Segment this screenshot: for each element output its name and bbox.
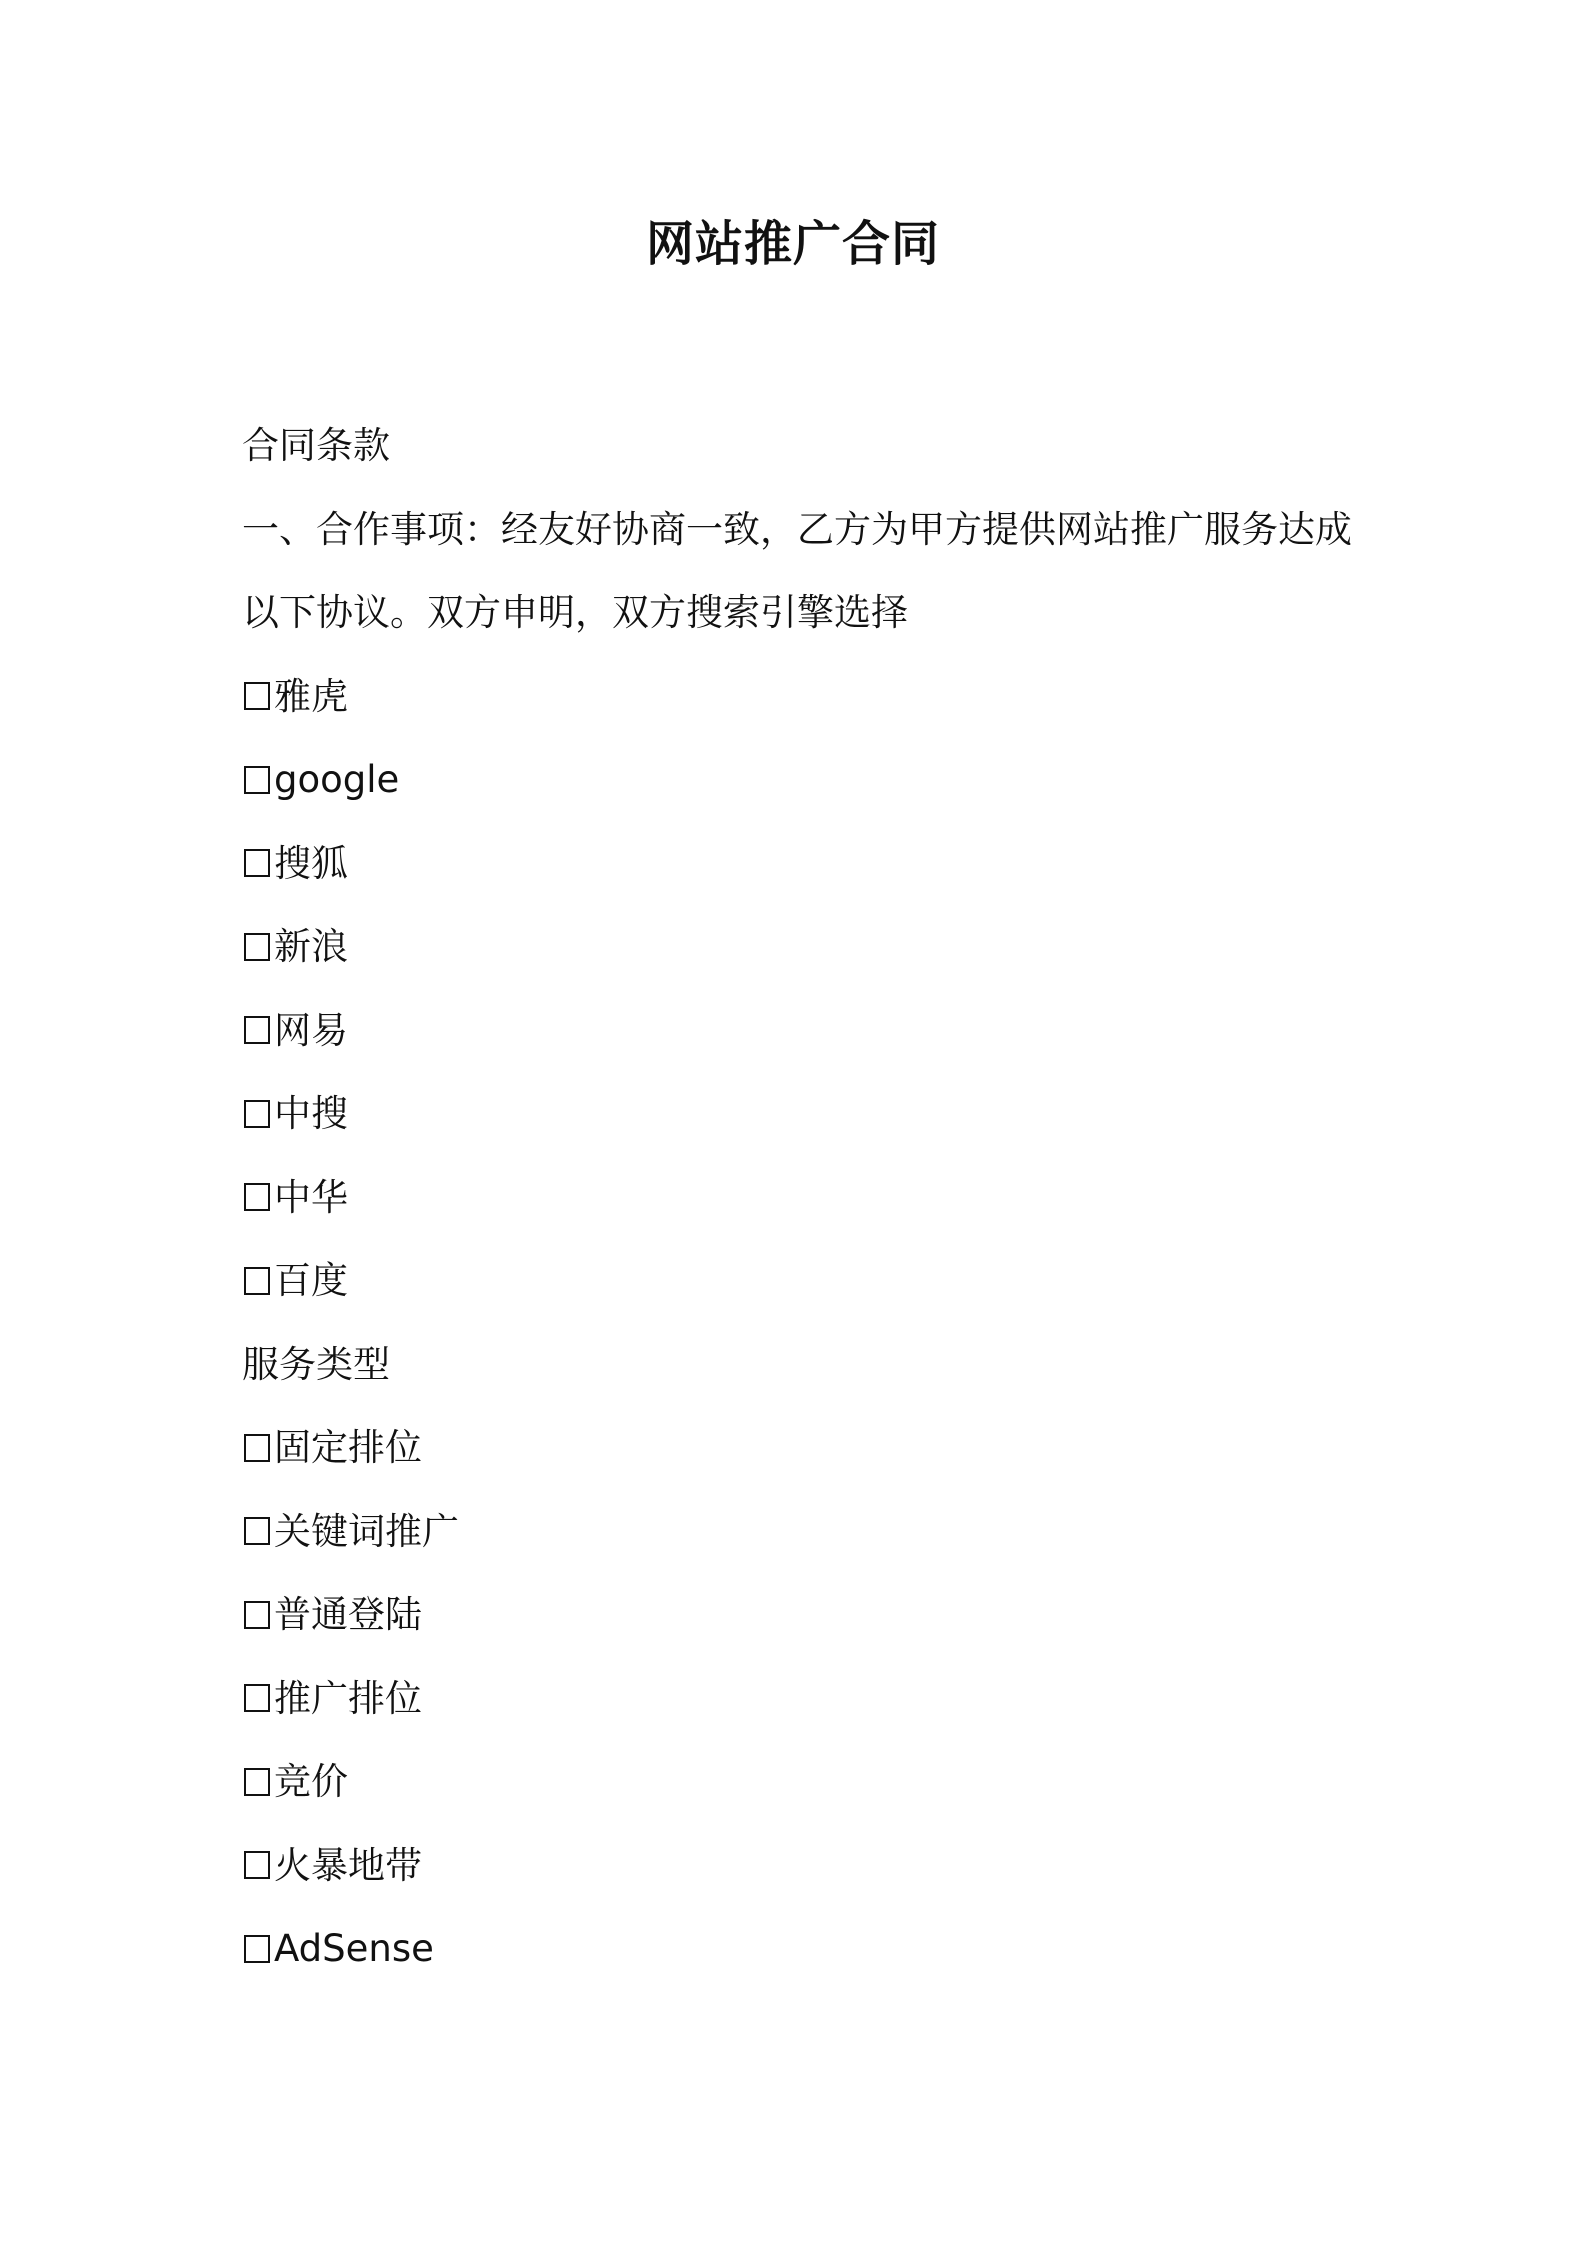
checkbox[interactable] xyxy=(244,933,270,961)
option-label: 中华 xyxy=(274,1175,348,1219)
section-heading: 合同条款 xyxy=(242,424,390,467)
service-type-list xyxy=(242,1406,1362,1991)
option-label: google xyxy=(274,758,400,801)
option-label: 中搜 xyxy=(274,1092,348,1135)
checkbox[interactable] xyxy=(244,1016,270,1044)
checkbox[interactable] xyxy=(244,682,270,710)
option-label: 新浪 xyxy=(274,925,348,968)
checkbox[interactable] xyxy=(244,849,270,877)
service-type-option-bidding[interactable] xyxy=(242,1740,1362,1824)
option-label: 搜狐 xyxy=(274,841,348,885)
option-label: 普通登陆 xyxy=(274,1593,422,1636)
search-engine-option-zhongsou[interactable] xyxy=(242,1072,1362,1156)
option-label: AdSense xyxy=(274,1927,434,1970)
option-label: 固定排位 xyxy=(274,1426,422,1469)
search-engine-option-google[interactable] xyxy=(242,738,1362,822)
search-engine-option-sohu[interactable] xyxy=(242,822,1362,906)
checkbox[interactable] xyxy=(244,1267,270,1295)
checkbox[interactable] xyxy=(244,1851,270,1879)
service-type-heading: 服务类型 xyxy=(242,1342,390,1386)
contract-body xyxy=(242,404,1362,1991)
service-type-option-promoted-rank[interactable] xyxy=(242,1657,1362,1741)
search-engine-option-china[interactable] xyxy=(242,1156,1362,1240)
checkbox[interactable] xyxy=(244,766,270,794)
option-label: 网易 xyxy=(274,1008,348,1052)
checkbox[interactable] xyxy=(244,1768,270,1796)
search-engine-option-baidu[interactable] xyxy=(242,1239,1362,1323)
option-label: 百度 xyxy=(274,1259,348,1302)
service-type-option-adsense[interactable] xyxy=(242,1907,1362,1991)
clause-1-line-1: 一、合作事项：经友好协商一致，乙方为甲方提供网站推广服务达成 xyxy=(242,507,1352,551)
search-engine-option-netease[interactable] xyxy=(242,989,1362,1073)
checkbox[interactable] xyxy=(244,1517,270,1545)
checkbox[interactable] xyxy=(244,1601,270,1629)
search-engine-option-sina[interactable] xyxy=(242,905,1362,989)
option-label: 关键词推广 xyxy=(274,1509,459,1553)
document-title: 网站推广合同 xyxy=(645,216,940,272)
option-label: 竞价 xyxy=(274,1760,348,1803)
service-type-option-fixed-rank[interactable] xyxy=(242,1406,1362,1490)
checkbox[interactable] xyxy=(244,1684,270,1712)
search-engine-option-yahoo[interactable] xyxy=(242,655,1362,739)
checkbox[interactable] xyxy=(244,1100,270,1128)
service-type-option-keyword-promotion[interactable] xyxy=(242,1490,1362,1574)
clause-1-line-2: 以下协议。双方申明，双方搜索引擎选择 xyxy=(242,591,908,634)
option-label: 推广排位 xyxy=(274,1676,422,1720)
service-type-option-standard-listing[interactable] xyxy=(242,1573,1362,1657)
checkbox[interactable] xyxy=(244,1935,270,1963)
service-type-option-hot-zone[interactable] xyxy=(242,1824,1362,1908)
checkbox[interactable] xyxy=(244,1183,270,1211)
option-label: 火暴地带 xyxy=(274,1843,422,1887)
option-label: 雅虎 xyxy=(274,674,348,718)
checkbox[interactable] xyxy=(244,1434,270,1462)
search-engine-list xyxy=(242,655,1362,1323)
